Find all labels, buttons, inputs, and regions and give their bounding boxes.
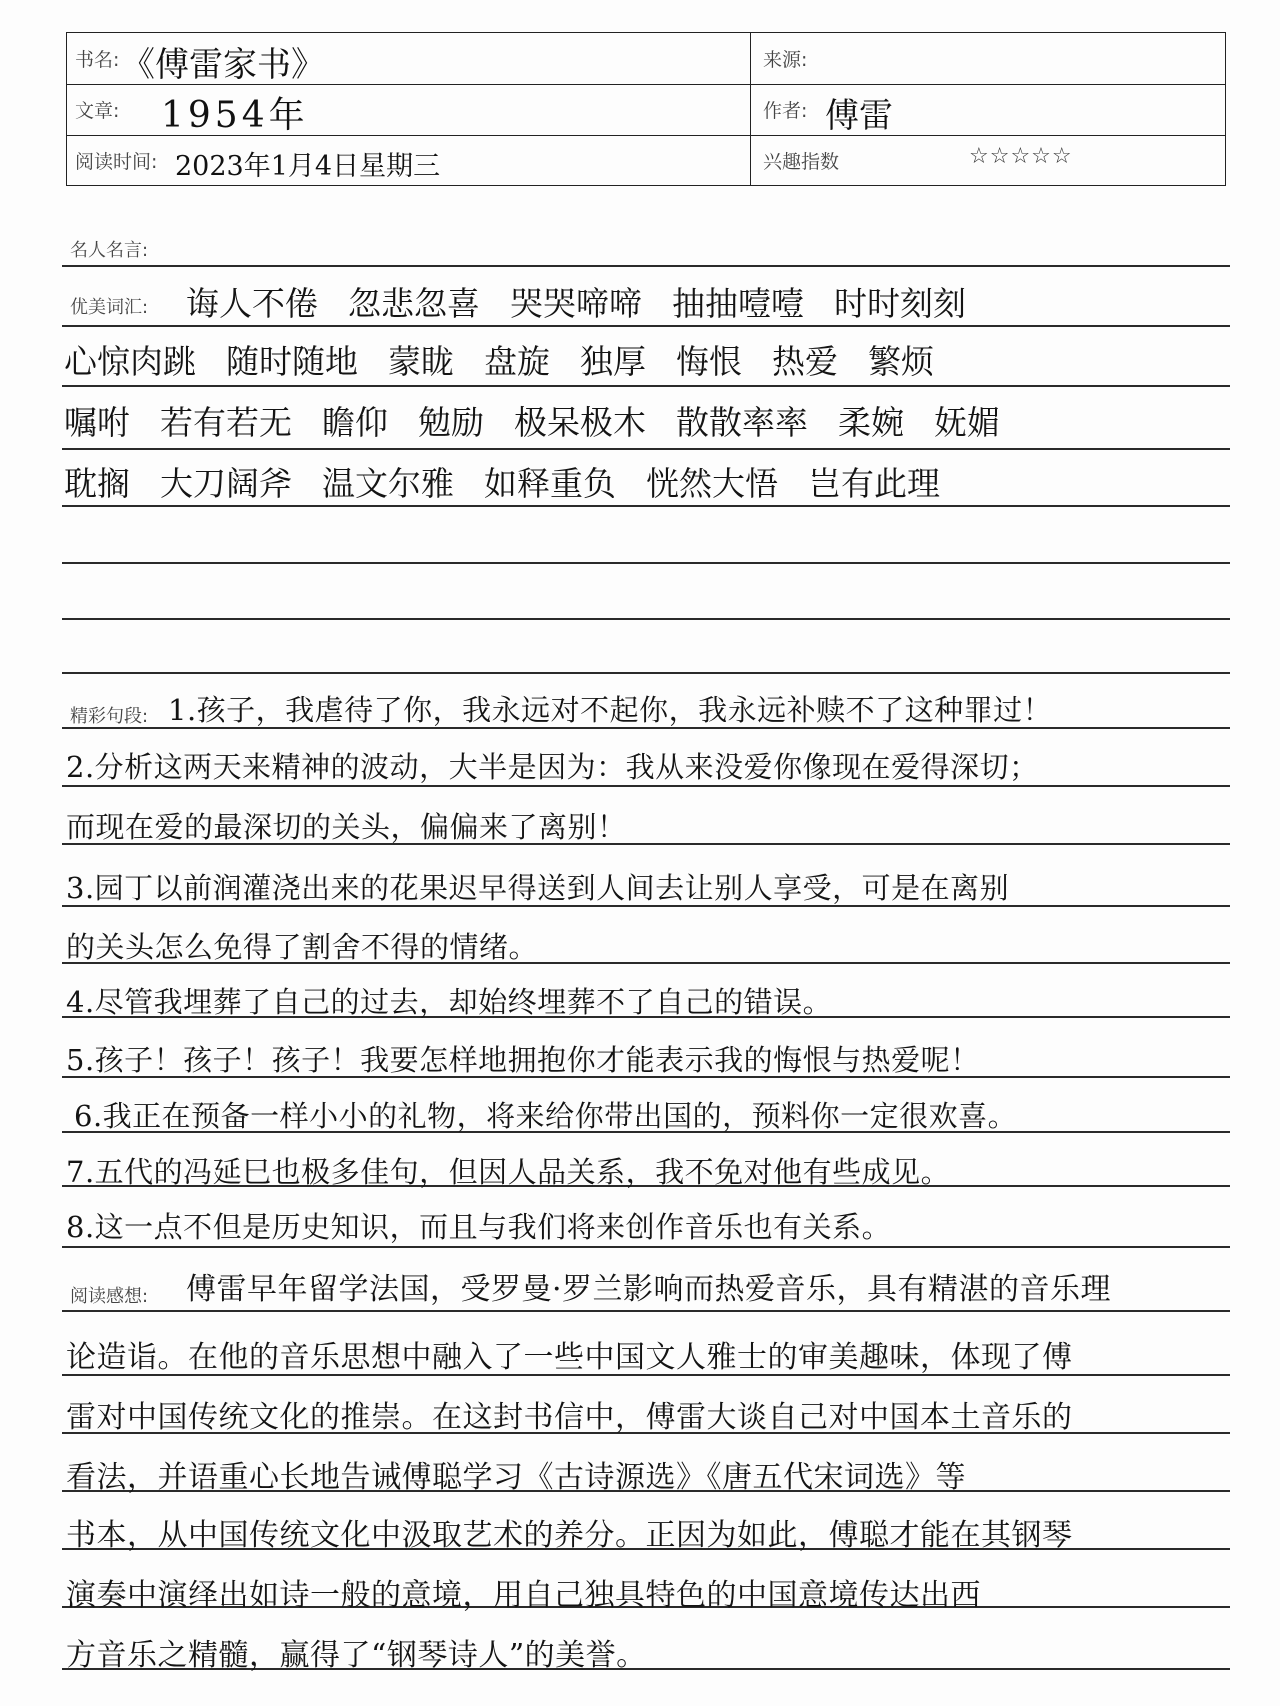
ruled-line (62, 1310, 1230, 1312)
ruled-line (62, 618, 1230, 620)
vocab-word: 勉励 (418, 403, 484, 442)
vocab-row (186, 278, 996, 325)
vocab-word: 如释重负 (484, 464, 616, 503)
vocab-word: 诲人不倦 (186, 284, 318, 323)
vocab-word: 随时随地 (226, 342, 358, 381)
passage-line: 1.孩子，我虐待了你，我永远对不起你，我永远补赎不了这种罪过！ (168, 693, 1053, 727)
passage-line: 8.这一点不但是历史知识，而且与我们将来创作音乐也有关系。 (66, 1210, 892, 1244)
vocab-word: 柔婉 (838, 403, 904, 442)
header-row-book (67, 33, 1225, 85)
vocab-word: 盘旋 (484, 342, 550, 381)
reflection-line: 论造诣。在他的音乐思想中融入了一些中国文人雅士的审美趣味，体现了傅 (66, 1340, 1073, 1375)
passage-line: 而现在爱的最深切的关头，偏偏来了离别！ (66, 810, 627, 844)
vocab-word: 独厚 (580, 342, 646, 381)
vocab-row (64, 458, 970, 505)
article-label: 文章: (75, 100, 120, 122)
vocab-row (64, 336, 964, 383)
vocab-label: 优美词汇: (70, 297, 149, 318)
vocab-word: 繁烦 (868, 342, 934, 381)
passage-line: 6.我正在预备一样小小的礼物，将来给你带出国的，预料你一定很欢喜。 (74, 1099, 1018, 1133)
passage-line: 3.园丁以前润灌浇出来的花果迟早得送到人间去让别人享受，可是在离别 (66, 871, 1010, 905)
vocab-word: 散散率率 (676, 403, 808, 442)
vocab-word: 瞻仰 (322, 403, 388, 442)
ruled-line (62, 448, 1230, 450)
vocab-word: 极呆极木 (514, 403, 646, 442)
vocab-word: 耽搁 (64, 464, 130, 503)
passages-label: 精彩句段: (70, 706, 149, 727)
reflection-first-line: 傅雷早年留学法国，受罗曼·罗兰影响而热爱音乐，具有精湛的音乐理 (186, 1272, 1112, 1307)
vocab-word: 妩媚 (934, 403, 1000, 442)
vocab-word: 岂有此理 (808, 464, 940, 503)
ruled-line (62, 505, 1230, 507)
reflection-line: 方音乐之精髓，赢得了“钢琴诗人”的美誉。 (66, 1638, 647, 1673)
reflection-line: 书本，从中国传统文化中汲取艺术的养分。正因为如此，傅聪才能在其钢琴 (66, 1518, 1073, 1553)
ruled-line (62, 562, 1230, 564)
passage-line: 2.分析这两天来精神的波动，大半是因为：我从来没爱你像现在爱得深切； (66, 750, 1039, 784)
ruled-line (62, 385, 1230, 387)
vocab-word: 哭哭啼啼 (510, 284, 642, 323)
reflection-label: 阅读感想: (70, 1286, 149, 1307)
ruled-line (62, 1246, 1230, 1248)
ruled-line (62, 325, 1230, 327)
vocab-word: 忽悲忽喜 (348, 284, 480, 323)
reflection-line: 演奏中演绎出如诗一般的意境，用自己独具特色的中国意境传达出西 (66, 1578, 981, 1613)
article-value: 1954年 (161, 95, 309, 136)
vocab-row (64, 397, 1030, 444)
author-value: 傅雷 (825, 96, 893, 136)
vocab-word: 蒙眬 (388, 342, 454, 381)
reflection-line: 雷对中国传统文化的推崇。在这封书信中，傅雷大谈自己对中国本土音乐的 (66, 1400, 1073, 1435)
reading-time-label: 阅读时间: (75, 151, 158, 173)
reflection-line: 看法，并语重心长地告诫傅聪学习《古诗源选》《唐五代宋词选》等 (66, 1460, 966, 1495)
passage-line: 的关头怎么免得了割舍不得的情绪。 (66, 930, 539, 964)
book-title: 《傅雷家书》 (121, 45, 325, 85)
interest-label: 兴趣指数 (763, 151, 840, 173)
vocab-word: 心惊肉跳 (64, 342, 196, 381)
header-row-article (67, 84, 1225, 136)
book-label: 书名: (75, 49, 120, 71)
header-row-time (67, 135, 1225, 186)
vocab-word: 嘱咐 (64, 403, 130, 442)
vocab-word: 恍然大悟 (646, 464, 778, 503)
vocab-word: 悔恨 (676, 342, 742, 381)
interest-stars: ☆☆☆☆☆ (969, 144, 1073, 169)
vocab-word: 若有若无 (160, 403, 292, 442)
ruled-line (62, 672, 1230, 674)
quotes-label: 名人名言: (70, 240, 149, 261)
author-label: 作者: (763, 100, 808, 122)
passage-line: 7.五代的冯延巳也极多佳句，但因人品关系，我不免对他有些成见。 (66, 1155, 951, 1189)
passage-line: 5.孩子！孩子！孩子！我要怎样地拥抱你才能表示我的悔恨与热爱呢！ (66, 1043, 980, 1077)
vocab-word: 温文尔雅 (322, 464, 454, 503)
source-label: 来源: (763, 49, 808, 71)
vocab-word: 时时刻刻 (834, 284, 966, 323)
reading-time-value: 2023年1月4日星期三 (175, 151, 441, 182)
vocab-word: 热爱 (772, 342, 838, 381)
ruled-line (62, 265, 1230, 267)
vocab-word: 抽抽噎噎 (672, 284, 804, 323)
vocab-word: 大刀阔斧 (160, 464, 292, 503)
header-table (66, 32, 1226, 186)
passage-line: 4.尽管我埋葬了自己的过去，却始终埋葬不了自己的错误。 (66, 985, 833, 1019)
